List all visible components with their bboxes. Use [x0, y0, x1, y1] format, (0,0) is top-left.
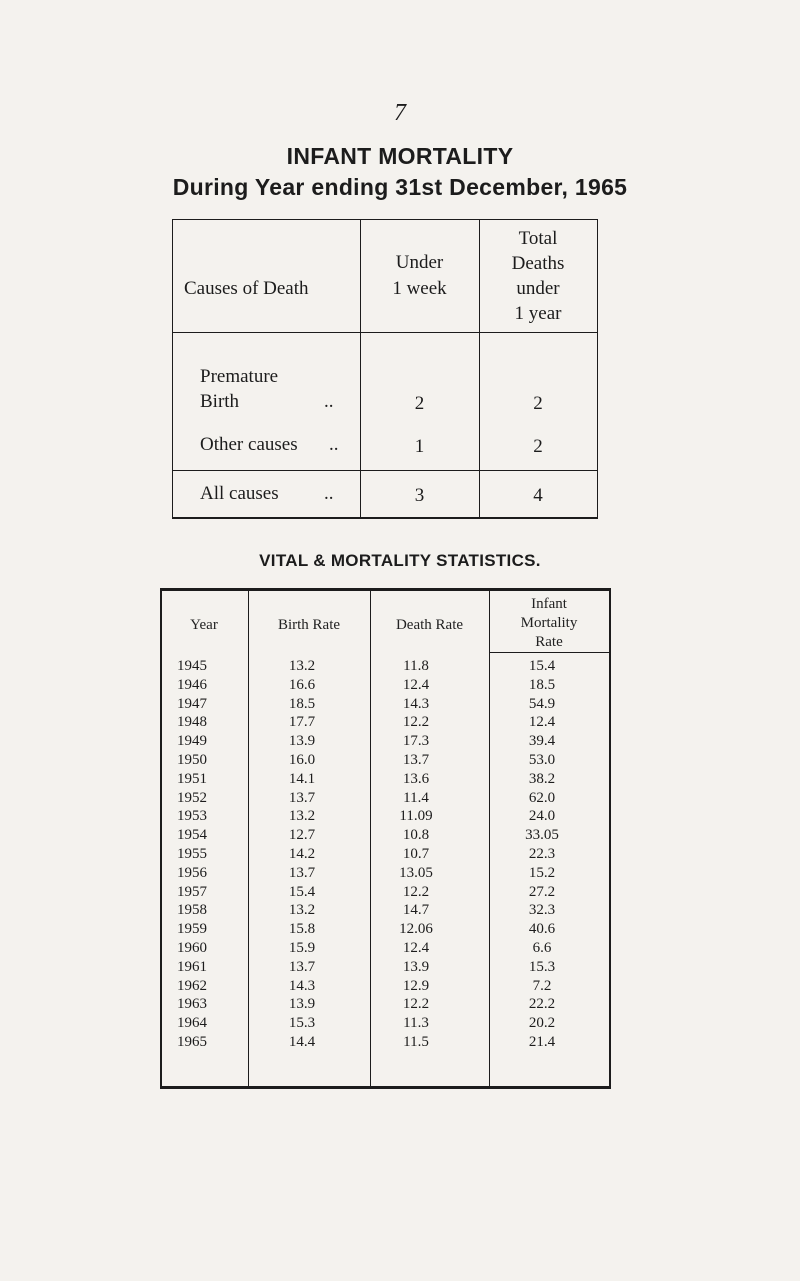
- cause-premature: Premature: [200, 366, 279, 387]
- imr-cell: 6.6: [532, 939, 552, 956]
- imr-cell: 21.4: [528, 1033, 556, 1050]
- death-rate-cell: 12.2: [402, 996, 430, 1013]
- year-cell: 1954: [177, 827, 207, 844]
- header-imr-1: Infant: [531, 596, 567, 612]
- other-total: 2: [533, 436, 543, 457]
- header-death-rate: Death Rate: [395, 617, 464, 633]
- page-number: 7: [394, 100, 406, 126]
- death-rate-cell: 17.3: [402, 733, 430, 750]
- year-cell: 1948: [177, 714, 207, 731]
- header-causes: Causes of Death: [184, 278, 309, 299]
- year-cell: 1962: [177, 977, 207, 994]
- birth-rate-cell: 15.4: [288, 883, 316, 900]
- premature-total: 2: [533, 393, 543, 414]
- imr-cell: 38.2: [528, 770, 556, 787]
- header-total-1: Total: [518, 228, 558, 249]
- birth-rate-cell: 18.5: [288, 695, 316, 712]
- imr-cell: 24.0: [528, 808, 556, 825]
- cause-birth: Birth: [200, 391, 240, 412]
- table-row: [160, 1033, 611, 1052]
- leader-dots: ..: [324, 391, 334, 412]
- table-row: [160, 657, 611, 676]
- birth-rate-cell: 13.7: [288, 958, 316, 975]
- death-rate-cell: 11.8: [403, 658, 429, 674]
- year-cell: 1959: [177, 921, 207, 938]
- table-row: [160, 977, 611, 996]
- death-rate-cell: 13.9: [402, 958, 430, 975]
- birth-rate-cell: 13.2: [288, 902, 316, 919]
- year-cell: 1960: [177, 939, 207, 956]
- birth-rate-cell: 13.2: [288, 808, 316, 825]
- birth-rate-cell: 13.7: [288, 789, 316, 806]
- cause-other: Other causes: [200, 434, 298, 455]
- all-total: 4: [533, 485, 543, 506]
- imr-cell: 12.4: [528, 714, 556, 731]
- imr-cell: 15.3: [528, 958, 556, 975]
- birth-rate-cell: 17.7: [288, 714, 316, 731]
- vital-stats-title: VITAL & MORTALITY STATISTICS.: [259, 551, 541, 570]
- table-row: [160, 751, 611, 770]
- year-cell: 1950: [177, 751, 207, 768]
- header-total-4: 1 year: [514, 303, 562, 324]
- imr-cell: 20.2: [528, 1015, 556, 1032]
- death-rate-cell: 11.09: [399, 808, 433, 825]
- all-under-week: 3: [414, 485, 425, 506]
- premature-under-week: 2: [414, 393, 425, 414]
- birth-rate-cell: 13.9: [288, 733, 316, 750]
- header-under-week-1: Under: [395, 252, 444, 273]
- table-row: [160, 883, 611, 902]
- birth-rate-cell: 16.0: [288, 751, 316, 768]
- birth-rate-cell: 12.7: [288, 827, 316, 844]
- year-cell: 1953: [177, 808, 207, 825]
- birth-rate-cell: 14.2: [288, 845, 316, 862]
- birth-rate-cell: 13.2: [288, 658, 316, 674]
- table-row: [160, 864, 611, 883]
- vital-rows: [160, 657, 611, 1052]
- death-rate-cell: 14.7: [402, 902, 430, 919]
- imr-cell: 7.2: [532, 977, 552, 994]
- page-subtitle: During Year ending 31st December, 1965: [172, 174, 628, 200]
- birth-rate-cell: 14.4: [288, 1033, 316, 1050]
- year-cell: 1947: [177, 695, 207, 712]
- leader-dots: ..: [329, 434, 339, 455]
- birth-rate-cell: 14.1: [288, 770, 316, 787]
- death-rate-cell: 13.05: [399, 864, 433, 881]
- table-row: [160, 845, 611, 864]
- table-row: [160, 807, 611, 826]
- birth-rate-cell: 15.3: [288, 1015, 316, 1032]
- death-rate-cell: 12.06: [399, 921, 433, 938]
- table-row: [160, 995, 611, 1014]
- header-under-week-2: 1 week: [392, 278, 447, 299]
- birth-rate-cell: 14.3: [288, 977, 316, 994]
- death-rate-cell: 10.8: [402, 827, 430, 844]
- year-cell: 1965: [177, 1033, 207, 1050]
- year-cell: 1963: [177, 996, 207, 1013]
- year-cell: 1945: [177, 658, 207, 674]
- birth-rate-cell: 16.6: [288, 676, 316, 693]
- death-rate-cell: 11.4: [403, 789, 429, 806]
- year-cell: 1949: [177, 733, 207, 750]
- imr-cell: 15.4: [528, 658, 556, 674]
- death-rate-cell: 12.2: [402, 714, 430, 731]
- death-rate-cell: 11.5: [403, 1033, 429, 1050]
- table-row: [160, 770, 611, 789]
- year-cell: 1952: [177, 789, 207, 806]
- table-row: [160, 826, 611, 845]
- table-row: [160, 958, 611, 977]
- imr-cell: 54.9: [528, 695, 556, 712]
- death-rate-cell: 11.3: [403, 1015, 429, 1032]
- imr-cell: 39.4: [528, 733, 556, 750]
- death-rate-cell: 13.6: [402, 770, 430, 787]
- year-cell: 1964: [177, 1015, 207, 1032]
- year-cell: 1957: [177, 883, 207, 900]
- year-cell: 1956: [177, 864, 207, 881]
- imr-cell: 53.0: [528, 751, 556, 768]
- table-row: [160, 901, 611, 920]
- vital-statistics-table: [160, 588, 611, 1088]
- infant-mortality-table: [172, 219, 598, 519]
- table-row: [160, 1014, 611, 1033]
- year-cell: 1958: [177, 902, 207, 919]
- birth-rate-cell: 13.7: [288, 864, 316, 881]
- page-title: INFANT MORTALITY: [286, 143, 514, 169]
- death-rate-cell: 13.7: [402, 751, 430, 768]
- death-rate-cell: 12.4: [402, 939, 430, 956]
- death-rate-cell: 14.3: [402, 695, 430, 712]
- header-year: Year: [190, 617, 218, 633]
- death-rate-cell: 12.4: [402, 676, 430, 693]
- header-birth-rate: Birth Rate: [277, 617, 341, 633]
- header-imr-3: Rate: [535, 634, 563, 650]
- imr-cell: 15.2: [528, 864, 556, 881]
- imr-cell: 22.2: [528, 996, 556, 1013]
- birth-rate-cell: 13.9: [288, 996, 316, 1013]
- death-rate-cell: 12.9: [402, 977, 430, 994]
- cause-all: All causes: [200, 483, 279, 504]
- year-cell: 1961: [177, 958, 207, 975]
- imr-cell: 33.05: [525, 827, 559, 844]
- year-cell: 1955: [177, 845, 207, 862]
- birth-rate-cell: 15.9: [288, 939, 316, 956]
- table-row: [160, 713, 611, 732]
- imr-cell: 22.3: [528, 845, 556, 862]
- header-total-2: Deaths: [511, 253, 565, 274]
- table-row: [160, 695, 611, 714]
- birth-rate-cell: 15.8: [288, 921, 316, 938]
- table-row: [160, 732, 611, 751]
- imr-cell: 27.2: [528, 883, 556, 900]
- header-imr-2: Mortality: [520, 615, 578, 631]
- other-under-week: 1: [414, 436, 425, 457]
- year-cell: 1951: [177, 770, 207, 787]
- imr-cell: 18.5: [528, 676, 556, 693]
- death-rate-cell: 10.7: [402, 845, 430, 862]
- table-row: [160, 676, 611, 695]
- imr-cell: 40.6: [528, 921, 556, 938]
- year-cell: 1946: [177, 676, 207, 693]
- header-total-3: under: [516, 278, 560, 299]
- table-row: [160, 789, 611, 808]
- table-row: [160, 920, 611, 939]
- leader-dots: ..: [324, 483, 334, 504]
- imr-cell: 32.3: [528, 902, 556, 919]
- imr-cell: 62.0: [528, 789, 556, 806]
- table-row: [160, 939, 611, 958]
- death-rate-cell: 12.2: [402, 883, 430, 900]
